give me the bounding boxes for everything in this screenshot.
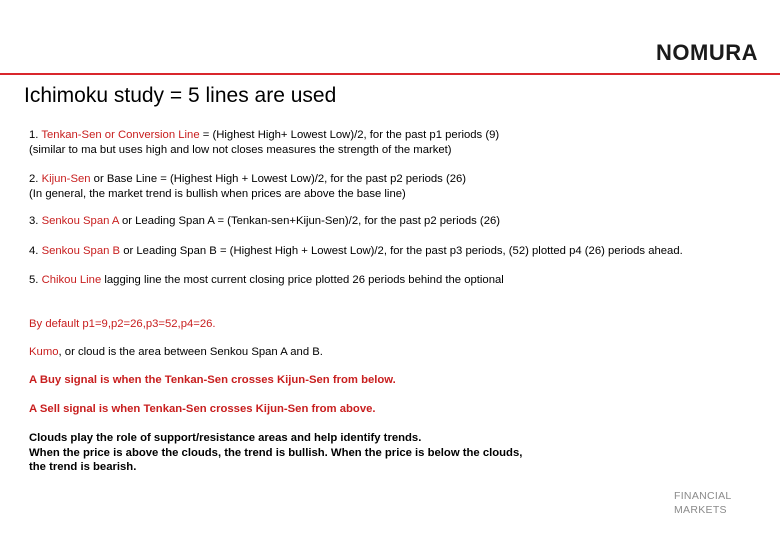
page-title: Ichimoku study = 5 lines are used	[24, 84, 337, 107]
sell-signal: A Sell signal is when Tenkan-Sen crosses Kijun-Sen from above.	[29, 403, 376, 415]
term-chikou-line: Chikou Line	[41, 274, 102, 286]
list-item-chikou-line	[29, 273, 504, 288]
item-line	[29, 128, 499, 143]
item-number: 1.	[29, 129, 42, 141]
header-divider	[0, 73, 780, 75]
default-parameters: By default p1=9,p2=26,p3=52,p4=26.	[29, 318, 216, 330]
footer-line: MARKETS	[674, 504, 727, 516]
item-definition: = (Highest High+ Lowest Low)/2, for the past p1 periods (9)	[199, 129, 500, 141]
footer-line: FINANCIAL	[674, 490, 732, 502]
list-item-senkou-span-a	[29, 214, 500, 229]
item-definition: lagging line the most current closing price plotted 26 periods behind the optional	[101, 274, 504, 286]
item-number: 2.	[29, 173, 42, 185]
item-number: 3.	[29, 215, 42, 227]
list-item-kijun-sen	[29, 172, 466, 201]
term-tenkan-sen: Tenkan-Sen or Conversion Line	[41, 129, 200, 141]
buy-signal: A Buy signal is when the Tenkan-Sen crosses Kijun-Sen from below.	[29, 374, 396, 386]
item-line	[29, 172, 466, 187]
item-definition: or Leading Span A = (Tenkan-sen+Kijun-Sen)/2, for the past p2 periods (26)	[118, 215, 501, 227]
item-note: (In general, the market trend is bullish when prices are above the base line)	[29, 187, 406, 200]
term-senkou-span-b: Senkou Span B	[41, 245, 121, 257]
kumo-text: , or cloud is the area between Senkou Span A and B.	[58, 346, 323, 358]
item-number: 5.	[29, 274, 42, 286]
list-item-senkou-span-b	[29, 244, 683, 259]
list-item-tenkan-sen	[29, 128, 499, 157]
item-note: (similar to ma but uses high and low not closes measures the strength of the market)	[29, 143, 452, 156]
item-definition: or Base Line = (Highest High + Lowest Low)/2, for the past p2 periods (26)	[90, 173, 467, 185]
footer-label	[674, 489, 732, 517]
nomura-logo: NOMURA	[656, 40, 758, 65]
clouds-line: the trend is bearish.	[29, 461, 137, 473]
clouds-explanation	[29, 431, 589, 475]
term-kijun-sen: Kijun-Sen	[41, 173, 91, 185]
item-definition: or Leading Span B = (Highest High + Lowest Low)/2, for the past p3 periods, (52) plotted p4 (26) periods ahead.	[120, 245, 683, 257]
clouds-line: Clouds play the role of support/resistance areas and help identify trends.	[29, 432, 422, 444]
term-kumo: Kumo	[29, 346, 59, 358]
clouds-line: When the price is above the clouds, the trend is bullish. When the price is below the clouds,	[29, 446, 523, 459]
term-senkou-span-a: Senkou Span A	[41, 215, 119, 227]
kumo-definition	[29, 345, 323, 360]
item-number: 4.	[29, 245, 42, 257]
